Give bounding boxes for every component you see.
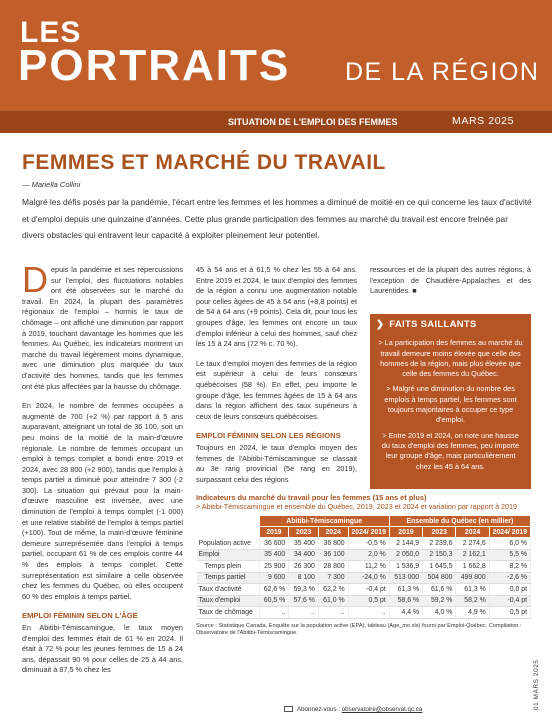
table-cell: 58,2 % bbox=[456, 595, 489, 607]
table-cell: 8,2 % bbox=[489, 561, 530, 573]
table-cell: 59,3 % bbox=[289, 584, 319, 596]
table-subtitle: > Abitibi-Témiscamingue et ensemble du Québec, 2019, 2023 et 2024 et variation par rapport à 2019 bbox=[196, 502, 518, 511]
indicators-table bbox=[196, 515, 531, 619]
table-row bbox=[197, 607, 531, 619]
table-cell: 5,5 % bbox=[489, 549, 530, 561]
table-cell: -2,6 % bbox=[489, 572, 530, 584]
table-cell: 28 800 bbox=[318, 561, 348, 573]
table-cell: 11,2 % bbox=[348, 561, 389, 573]
article-author: — Mariella Collini bbox=[22, 180, 81, 189]
row-label: Emploi bbox=[197, 549, 260, 561]
table-cell: 504 800 bbox=[423, 572, 456, 584]
table-row bbox=[197, 561, 531, 573]
row-label: Temps plein bbox=[197, 561, 260, 573]
paragraph bbox=[22, 259, 183, 392]
subheading: EMPLOI FÉMININ SELON LES RÉGIONS bbox=[196, 431, 341, 441]
table-cell: 4,0 % bbox=[423, 607, 456, 619]
table-cell: 26 300 bbox=[289, 561, 319, 573]
table-cell: 62,6 % bbox=[259, 584, 289, 596]
faits-saillants-item: > Entre 2019 et 2024, on note une hausse du taux d'emploi des femmes, peu importe leur groupe d'âge, mais particulièrement chez les 45 à 64 ans. bbox=[381, 430, 520, 471]
table-cell: 2 162,1 bbox=[456, 549, 489, 561]
table-cell: 513 000 bbox=[389, 572, 422, 584]
table-cell: .. bbox=[348, 607, 389, 619]
table-cell: 1 662,8 bbox=[456, 561, 489, 573]
column-header: 2024 bbox=[456, 527, 489, 538]
paragraph: En 2024, le nombre de femmes occupées a augmenté de 700 (+2 %) par rapport à 5 ans auparavant, atteignant un total de 36 100, soit un peu moins de la moitié de la main-d'œuvre régionale. Le nombre de femmes occupant un emploi à temps complet a bondi entre 2019 et 2024, avec 28 800 (+2 900), tandis que l'emploi à temps partiel a diminué pour atteindre 7 300 (-2 300). La situation qui prévaut pour la main-d'œuvre masculine est inversée, avec une diminution de l'emploi à temps complet (-1 000) et une relative stabilité de l'emploi à temps partiel (+100). Tout de même, la main-d'œuvre féminine demeure surreprésentée dans l'emploi à temps partiel, occupant 61 % de ces emplois contre 44 % des emplois à temps complet. Cette surreprésentation est similaire à celle observée chez les femmes du Québec, où elles occupent 60 % des emplois à temps partiel. bbox=[22, 401, 183, 601]
table-cell: 0,0 pt bbox=[489, 584, 530, 596]
subscribe-prefix: Abonnez-vous : bbox=[297, 706, 340, 713]
row-label: Taux d'emploi bbox=[197, 595, 260, 607]
row-label: Taux d'activité bbox=[197, 584, 260, 596]
paragraph-text: epuis la pandémie et ses répercussions sur l'emploi, des fluctuations notables ont été observées sur le marché du travail. En 2024, la plupart des paramètres régionaux de l'emploi – hormis le taux de chômage – ont affiché une diminution par rapport à 2019, touchant davantage les hommes que les femmes. Au Québec, les indicateurs montrent un marché du travail légèrement moins dynamique, avec une diminution plus marquée du taux d'activité des hommes, tandis que les femmes ont été plus affectées par la hausse du chômage. bbox=[22, 265, 183, 391]
table-cell: 4,4 % bbox=[389, 607, 422, 619]
table-cell: .. bbox=[318, 607, 348, 619]
table-cell: 61,0 % bbox=[318, 595, 348, 607]
table-cell: 6,0 % bbox=[489, 538, 530, 550]
chevron-right-icon: ❯ bbox=[376, 319, 385, 330]
table-cell: 9 600 bbox=[259, 572, 289, 584]
table-cell: .. bbox=[259, 607, 289, 619]
paragraph: ressources et de la plupart des autres régions, à l'exception de Chaudière-Appalaches et des Laurentides. ■ bbox=[370, 265, 531, 296]
table-cell: 2,0 % bbox=[348, 549, 389, 561]
table-cell: .. bbox=[289, 607, 319, 619]
table-cell: -0,5 % bbox=[348, 538, 389, 550]
group-header-region: Abitibi-Témiscamingue bbox=[259, 516, 389, 527]
article-title: FEMMES ET MARCHÉ DU TRAVAIL bbox=[22, 151, 386, 174]
table-corner bbox=[197, 527, 260, 538]
issue-date: MARS 2025 bbox=[452, 115, 515, 127]
paragraph: 45 à 54 ans et à 61,5 % chez les 55 à 64 ans. Entre 2019 et 2024, le taux d'emploi des femmes de la région a connu une augmentation notable pour celles âgées de 45 à 54 ans (+8,8 points) et de 54 à 64 ans (+9 points). Cela dit, pour tous les groupes d'âge, les femmes ont encore un taux d'emploi inférieur à celui des hommes, sauf chez les 15 à 24 ans (72 % c. 70 %). bbox=[196, 265, 357, 349]
drop-cap: D bbox=[22, 259, 48, 300]
table-cell: 0,5 pt bbox=[348, 595, 389, 607]
table-source: Source : Statistique Canada, Enquête sur la population active (EPA), tableau (Age_mo.xls) fourni par Emploi-Québec. Compilation : Observatoire de l'Abitibi-Témiscamingue. bbox=[196, 622, 522, 636]
section-label: SITUATION DE L'EMPLOI DES FEMMES bbox=[228, 117, 398, 127]
table-cell: 61,3 % bbox=[389, 584, 422, 596]
table-cell: 2 144,9 bbox=[389, 538, 422, 550]
table-cell: -0,4 pt bbox=[348, 584, 389, 596]
header-region: DE LA RÉGION bbox=[345, 58, 540, 86]
table-row bbox=[197, 549, 531, 561]
article-column-2 bbox=[196, 265, 357, 494]
column-header: 2023 bbox=[289, 527, 319, 538]
subscribe-email-link[interactable]: observatoire@observat.qc.ca bbox=[341, 706, 423, 713]
column-header: 2024/ 2019 bbox=[489, 527, 530, 538]
table-cell: 8 100 bbox=[289, 572, 319, 584]
table-cell: 499 800 bbox=[456, 572, 489, 584]
header-portraits: PORTRAITS bbox=[18, 41, 291, 90]
group-header-quebec: Ensemble du Québec (en millier) bbox=[389, 516, 530, 527]
mail-icon bbox=[284, 706, 293, 712]
table-cell: 61,3 % bbox=[456, 584, 489, 596]
column-header: 2023 bbox=[423, 527, 456, 538]
faits-saillants-item: > Malgré une diminution du nombre des emplois à temps partiel, les femmes sont toujours majoritaires à occuper ce type d'emploi. bbox=[384, 384, 517, 425]
header-les: LES bbox=[20, 16, 82, 49]
column-header: 2019 bbox=[259, 527, 289, 538]
table-cell: 4,9 % bbox=[456, 607, 489, 619]
table-cell: 36 100 bbox=[318, 549, 348, 561]
table-cell: 36 600 bbox=[259, 538, 289, 550]
table-cell: 0,5 pt bbox=[489, 607, 530, 619]
paragraph: Le taux d'emploi moyen des femmes de la région est supérieur à celui de leurs consœurs québécoises (58 %). En effet, peu importe le groupe d'âge, les femmes âgées de 15 à 64 ans dans la région affichent des taux supérieurs à ceux de leurs consœurs québécoises. bbox=[196, 358, 357, 421]
subscribe-line bbox=[284, 706, 422, 713]
table-cell: 1 645,5 bbox=[423, 561, 456, 573]
column-header: 2019 bbox=[389, 527, 422, 538]
row-label: Taux de chômage bbox=[197, 607, 260, 619]
faits-saillants-title: FAITS SAILLANTS bbox=[389, 319, 477, 330]
paragraph: En Abitibi-Témiscamingue, le taux moyen d'emploi des femmes était de 61 % en 2024. Il était à 72 % pour les jeunes femmes de 15 à 24 ans, dépassait 90 % pour celles de 25 à 44 ans, diminuait à 87,5 % chez les bbox=[22, 623, 183, 675]
table-row bbox=[197, 584, 531, 596]
table-cell: 35 400 bbox=[289, 538, 319, 550]
table-cell: 7 300 bbox=[318, 572, 348, 584]
faits-saillants-item: > La participation des femmes au marché du travail demeure moins élevée que celle des hommes de la région, mais plus élevée que celle des femmes du Québec. bbox=[378, 338, 523, 379]
table-title: Indicateurs du marché du travail pour les femmes (15 ans et plus) bbox=[196, 493, 427, 502]
table-cell: -0,4 pt bbox=[489, 595, 530, 607]
table-cell: 58,6 % bbox=[389, 595, 422, 607]
article-column-3 bbox=[370, 265, 531, 306]
subheading: EMPLOI FÉMININ SELON L'ÂGE bbox=[22, 611, 138, 621]
table-cell: 59,2 % bbox=[423, 595, 456, 607]
table-cell: 2 239,6 bbox=[423, 538, 456, 550]
article-lede: Malgré les défis posés par la pandémie, l'écart entre les femmes et les hommes a diminué de moitié en ce qui concerne les taux d'activité et d'emploi depuis une quinzaine d'années. Cette plus grande participation des femmes au marché du travail est encore freinée par divers obstacles qui entravent leur capacité à exploiter pleinement leur potentiel. bbox=[22, 197, 532, 240]
table-cell: 57,6 % bbox=[289, 595, 319, 607]
table-cell: 34 400 bbox=[289, 549, 319, 561]
footer-date: 01 MARS 2025 bbox=[533, 659, 540, 710]
paragraph: Toujours en 2024, le taux d'emploi moyen des femmes de l'Abitibi-Témiscamingue se classait au 3e rang provincial (5e rang en 2019), surpassant celui des régions bbox=[196, 442, 357, 484]
table-header-row bbox=[197, 527, 531, 538]
indicators-table-section bbox=[196, 493, 531, 637]
table-cell: 36 800 bbox=[318, 538, 348, 550]
table-cell: 2 150,3 bbox=[423, 549, 456, 561]
column-header: 2024/ 2019 bbox=[348, 527, 389, 538]
table-corner bbox=[197, 516, 260, 527]
table-cell: 2 274,6 bbox=[456, 538, 489, 550]
row-label: Temps partiel bbox=[197, 572, 260, 584]
table-cell: 1 536,9 bbox=[389, 561, 422, 573]
table-cell: 35 400 bbox=[259, 549, 289, 561]
table-cell: -24,0 % bbox=[348, 572, 389, 584]
table-cell: 2 050,0 bbox=[389, 549, 422, 561]
table-cell: 25 900 bbox=[259, 561, 289, 573]
table-row bbox=[197, 572, 531, 584]
table-cell: 62,2 % bbox=[318, 584, 348, 596]
table-row bbox=[197, 538, 531, 550]
article-column-1 bbox=[22, 259, 183, 685]
table-row bbox=[197, 595, 531, 607]
faits-saillants-box bbox=[370, 314, 531, 489]
table-body bbox=[197, 538, 531, 619]
column-header: 2024 bbox=[318, 527, 348, 538]
table-cell: 60,5 % bbox=[259, 595, 289, 607]
table-group-header-row bbox=[197, 516, 531, 527]
row-label: Population active bbox=[197, 538, 260, 550]
table-cell: 61,6 % bbox=[423, 584, 456, 596]
faits-saillants-heading bbox=[370, 314, 531, 333]
